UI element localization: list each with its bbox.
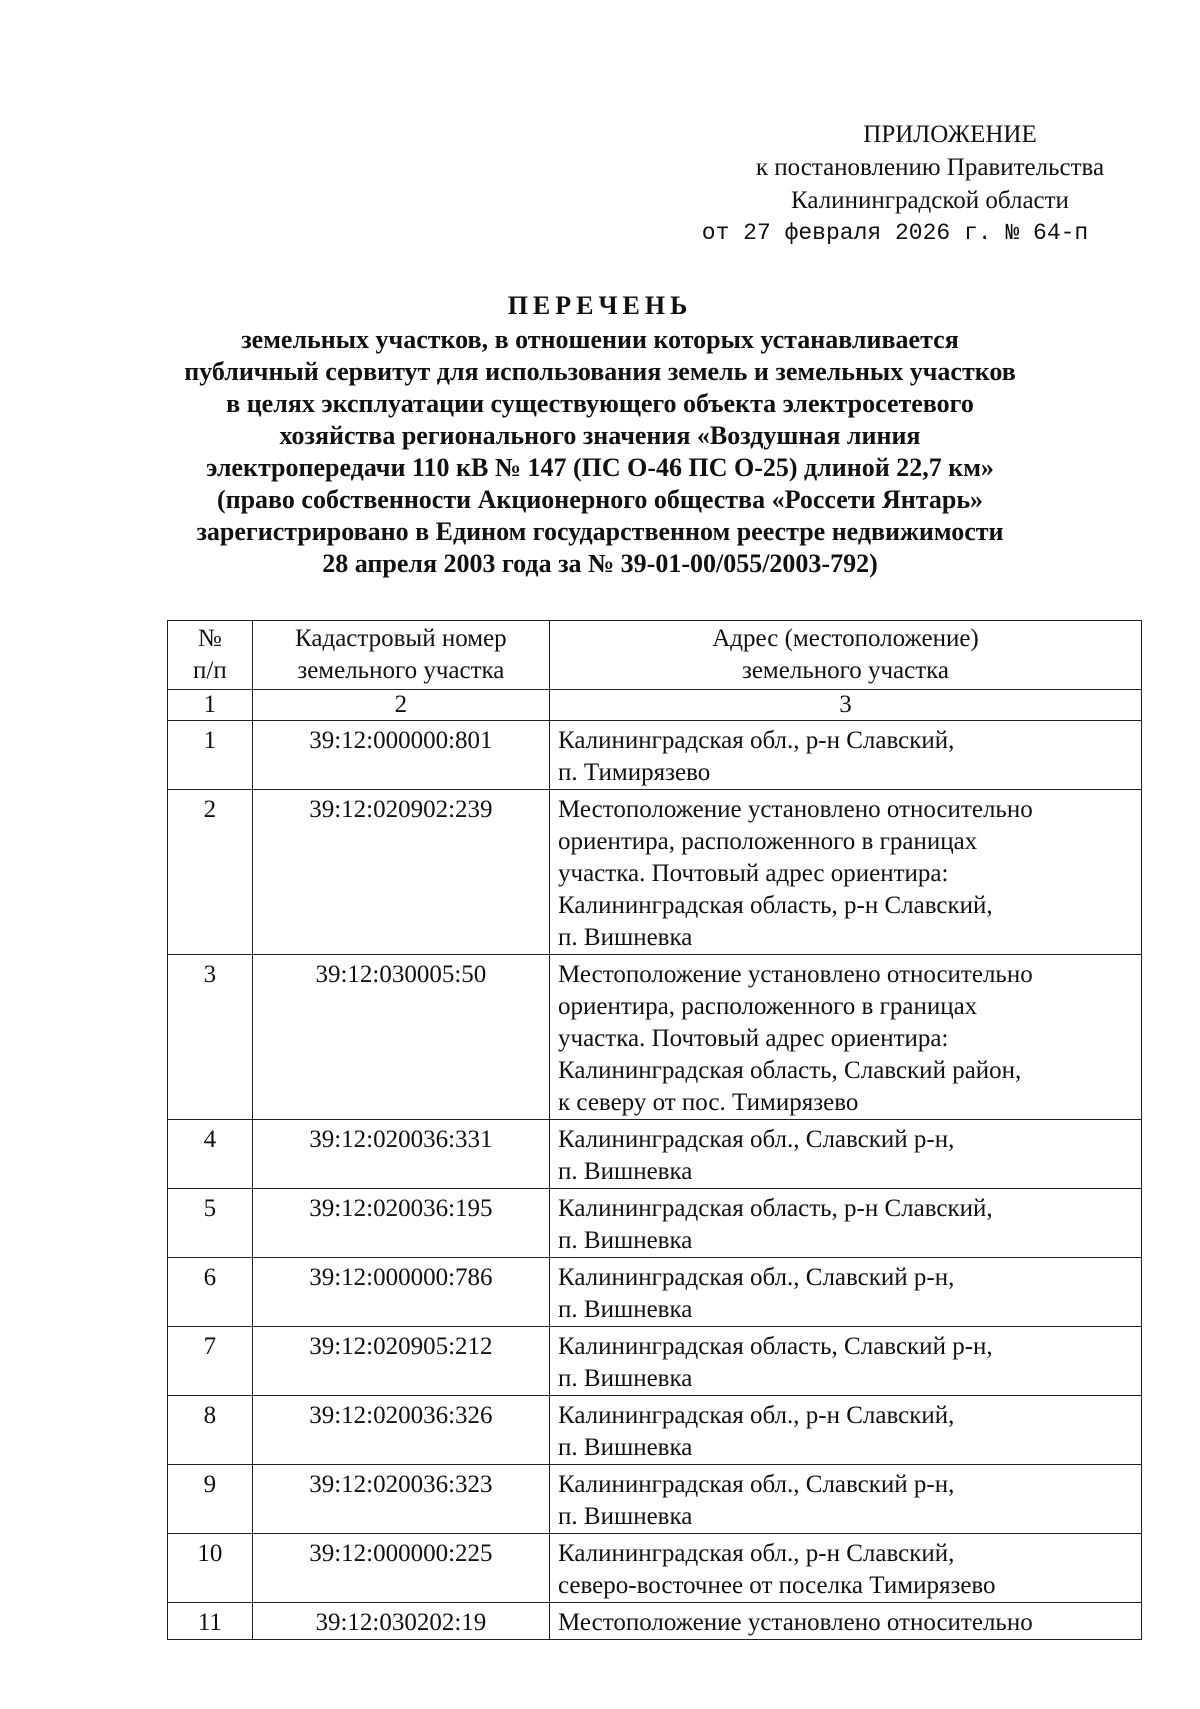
cadastral-number: 39:12:000000:801 [252, 721, 549, 790]
plot-address [550, 1396, 1142, 1465]
address-line: п. Вишневка [558, 1227, 693, 1254]
plot-address [550, 1327, 1142, 1396]
attachment-region: Калининградской области [791, 187, 1069, 214]
land-plots-table [167, 620, 1142, 1640]
plot-address [550, 790, 1142, 955]
table-row [168, 1396, 1142, 1465]
table-row [168, 1258, 1142, 1327]
address-line: п. Вишневка [558, 1503, 693, 1530]
cadastral-number: 39:12:020036:323 [252, 1465, 549, 1534]
address-line: п. Вишневка [558, 1158, 693, 1185]
address-line: п. Вишневка [558, 1434, 693, 1461]
column-number: 1 [168, 690, 253, 721]
table-row [168, 721, 1142, 790]
attachment-label: ПРИЛОЖЕНИЕ [863, 121, 1037, 148]
table-row [168, 955, 1142, 1120]
plot-address [550, 1465, 1142, 1534]
row-number: 3 [168, 955, 253, 1120]
cadastral-number: 39:12:020902:239 [252, 790, 549, 955]
table-row [168, 1189, 1142, 1258]
title-line: (право собственности Акционерного общества «Россети Янтарь» [216, 485, 984, 514]
address-line: Местоположение установлено относительно [558, 961, 1033, 988]
table-row [168, 1465, 1142, 1534]
address-line: Калининградская область, Славский район, [558, 1057, 1022, 1084]
address-line: участка. Почтовый адрес ориентира: [558, 1025, 949, 1052]
attachment-resolution: к постановлению Правительства [755, 154, 1105, 181]
column-number: 3 [550, 690, 1142, 721]
plot-address [550, 1189, 1142, 1258]
cadastral-number: 39:12:020905:212 [252, 1327, 549, 1396]
header-number: № п/п [168, 621, 253, 690]
table-row [168, 1327, 1142, 1396]
address-line: ориентира, расположенного в границах [558, 828, 978, 855]
cadastral-number: 39:12:020036:331 [252, 1120, 549, 1189]
row-number: 10 [168, 1534, 253, 1603]
column-numbers-row [168, 690, 1142, 721]
plot-address [550, 1603, 1142, 1640]
row-number: 6 [168, 1258, 253, 1327]
row-number: 1 [168, 721, 253, 790]
title-line: 28 апреля 2003 года за № 39-01-00/055/2003-792) [322, 549, 878, 578]
address-line: Местоположение установлено относительно [558, 1609, 1033, 1636]
plot-address [550, 955, 1142, 1120]
cadastral-number: 39:12:030005:50 [252, 955, 549, 1120]
address-line: участка. Почтовый адрес ориентира: [558, 860, 949, 887]
title-line: в целях эксплуатации существующего объекта электросетевого [226, 389, 974, 418]
address-line: Калининградская область, Славский р-н, [558, 1333, 993, 1360]
address-line: п. Вишневка [558, 924, 693, 951]
address-line: Калининградская обл., Славский р-н, [558, 1471, 955, 1498]
column-number: 2 [252, 690, 549, 721]
row-number: 7 [168, 1327, 253, 1396]
row-number: 9 [168, 1465, 253, 1534]
row-number: 11 [168, 1603, 253, 1640]
address-line: Калининградская область, р-н Славский, [558, 1195, 993, 1222]
address-line: Калининградская обл., Славский р-н, [558, 1264, 955, 1291]
address-line: п. Вишневка [558, 1365, 693, 1392]
address-line: п. Вишневка [558, 1296, 693, 1323]
table-row [168, 1534, 1142, 1603]
address-line: Калининградская обл., р-н Славский, [558, 1540, 955, 1567]
row-number: 4 [168, 1120, 253, 1189]
plot-address [550, 1258, 1142, 1327]
table-row [168, 1603, 1142, 1640]
cadastral-number: 39:12:030202:19 [252, 1603, 549, 1640]
table-header-row [168, 621, 1142, 690]
title-line: публичный сервитут для использования земель и земельных участков [184, 357, 1016, 386]
address-line: п. Тимирязево [558, 759, 711, 786]
address-line: Местоположение установлено относительно [558, 796, 1033, 823]
address-line: Калининградская обл., р-н Славский, [558, 1402, 955, 1429]
attachment-block [690, 118, 1170, 250]
plot-address [550, 1534, 1142, 1603]
row-number: 8 [168, 1396, 253, 1465]
table-row [168, 1120, 1142, 1189]
table-row [168, 790, 1142, 955]
document-title [160, 290, 1040, 580]
row-number: 5 [168, 1189, 253, 1258]
cadastral-number: 39:12:000000:786 [252, 1258, 549, 1327]
header-address: Адрес (местоположение) земельного участка [550, 621, 1142, 690]
header-cadastral: Кадастровый номер земельного участка [252, 621, 549, 690]
row-number: 2 [168, 790, 253, 955]
plot-address [550, 721, 1142, 790]
address-line: северо-восточнее от поселка Тимирязево [558, 1572, 996, 1599]
cadastral-number: 39:12:020036:326 [252, 1396, 549, 1465]
address-line: Калининградская обл., Славский р-н, [558, 1126, 955, 1153]
title-line: электропередачи 110 кВ № 147 (ПС О-46 ПС О-25) длиной 22,7 км» [206, 453, 994, 482]
title-heading: ПЕРЕЧЕНЬ [507, 291, 693, 320]
cadastral-number: 39:12:000000:225 [252, 1534, 549, 1603]
address-line: ориентира, расположенного в границах [558, 993, 978, 1020]
address-line: к северу от пос. Тимирязево [558, 1089, 859, 1116]
title-line: зарегистрировано в Едином государственном реестре недвижимости [196, 517, 1004, 546]
cadastral-number: 39:12:020036:195 [252, 1189, 549, 1258]
title-line: земельных участков, в отношении которых устанавливается [241, 325, 959, 354]
title-line: хозяйства регионального значения «Воздушная линия [279, 421, 921, 450]
address-line: Калининградская область, р-н Славский, [558, 892, 993, 919]
attachment-date: от 27 февраля 2026 г. № 64-п [701, 220, 1089, 246]
plot-address [550, 1120, 1142, 1189]
address-line: Калининградская обл., р-н Славский, [558, 727, 955, 754]
